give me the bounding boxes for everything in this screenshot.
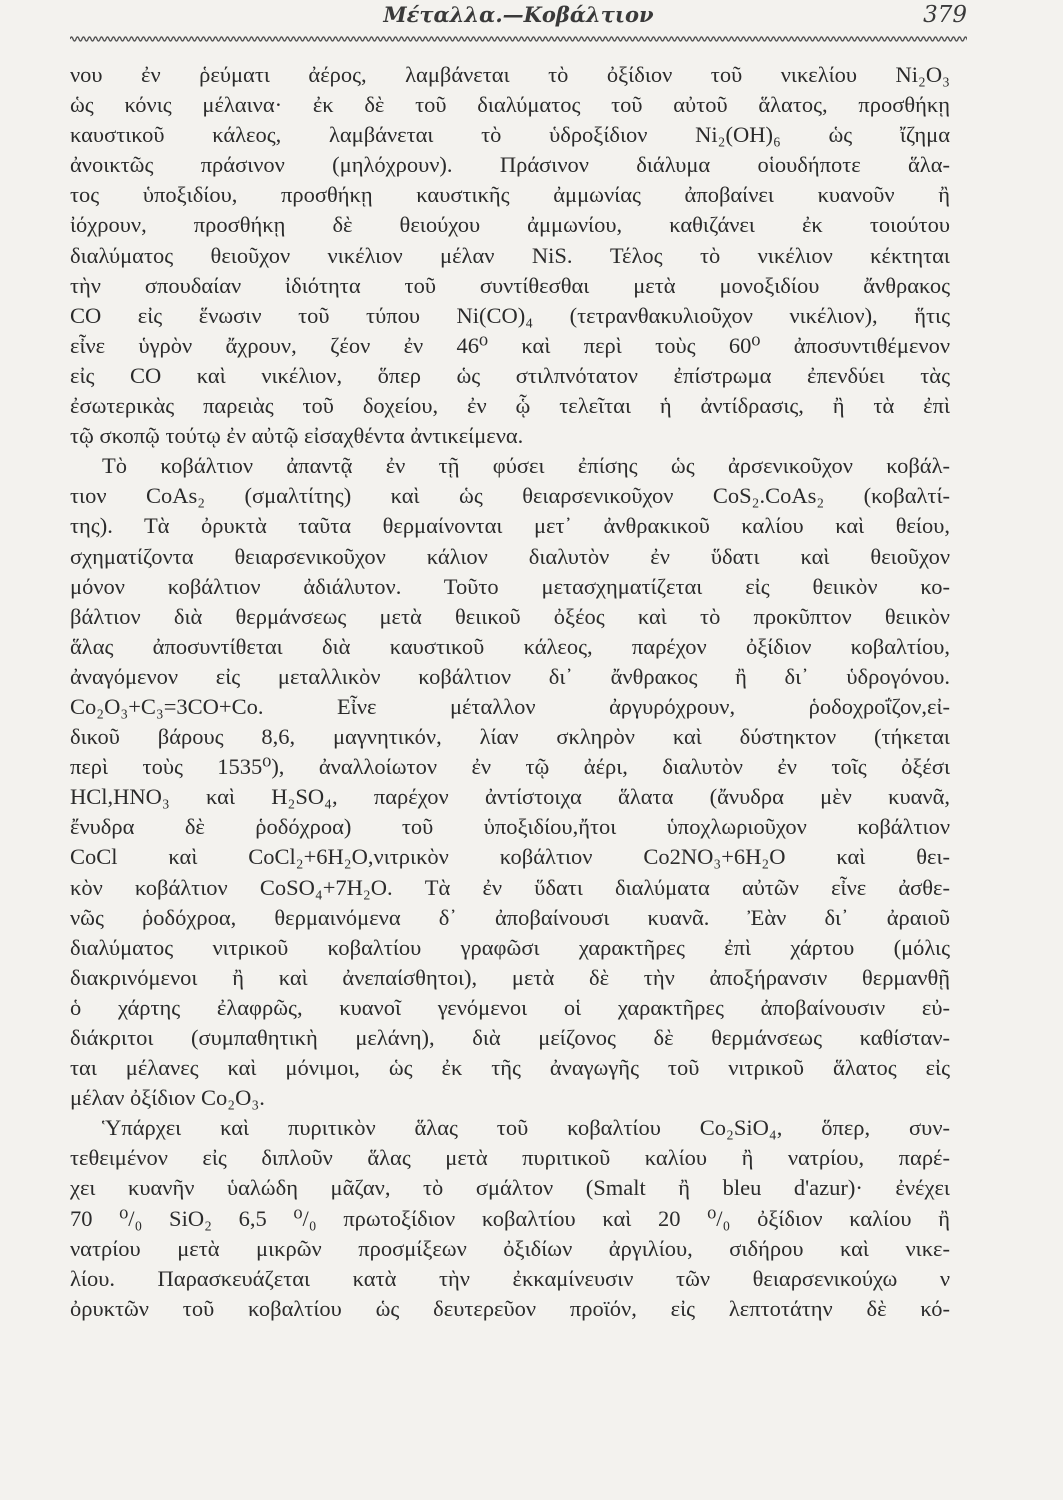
wavy-rule-ornament <box>70 34 967 44</box>
running-title: Μέταλλα.—Κοβάλτιον <box>383 2 654 27</box>
text-line: χει κυανῆν ὑαλώδη μᾶζαν, τὸ σμάλτον (Smalt ἢ bleu d'azur)· ἐνέχει <box>70 1175 950 1201</box>
text-line: ἰόχρουν, προσθήκῃ δὲ θειούχου ἀμμωνίου, καθιζάνει ἐκ τοιούτου <box>70 212 950 238</box>
text-line: νῶς ῥοδόχροα, θερμαινόμενα δ᾽ ἀποβαίνουσι κυανᾶ. Ἐὰν δι᾽ ἀραιοῦ <box>70 904 950 930</box>
header-wavy-rule <box>70 34 967 44</box>
text-line: τῷ σκοπῷ τούτῳ ἐν αὐτῷ εἰσαχθέντα ἀντικείμενα. <box>70 423 524 449</box>
text-line: διακρινόμενοι ἢ καὶ ἀνεπαίσθητοι), μετὰ δὲ τὴν ἀποξήρανσιν θερμανθῇ <box>70 964 950 990</box>
text-line: Co₂O₃+C₃=3CO+Co. Εἶνε μέταλλον ἀργυρόχρουν, ῥοδοχροΐζον,εἰ- <box>70 693 950 719</box>
body-text <box>70 60 950 1324</box>
text-line: τεθειμένον εἰς διπλοῦν ἅλας μετὰ πυριτικοῦ καλίου ἢ νατρίου, παρέ- <box>70 1145 950 1171</box>
text-line: μέλαν ὀξίδιον Co₂O₃. <box>70 1085 265 1111</box>
text-line: CO εἰς ἕνωσιν τοῦ τύπου Ni(CO)₄ (τετρανθακυλιοῦχον νικέλιον), ἥτις <box>70 302 950 328</box>
text-line: ἔνυδρα δὲ ῥοδόχροα) τοῦ ὑποξιδίου,ἤτοι ὑποχλωριοῦχον κοβάλτιον <box>70 814 950 840</box>
text-line: ὀρυκτῶν τοῦ κοβαλτίου ὡς δευτερεῦον προϊόν, εἰς λεπτοτάτην δὲ κό- <box>70 1295 950 1321</box>
text-line: εἶνε ὑγρὸν ἄχρουν, ζέον ἐν 46⁰ καὶ περὶ τοὺς 60⁰ ἀποσυντιθέμενον <box>70 332 950 358</box>
text-line: διαλύματος θειοῦχον νικέλιον μέλαν NiS. Τέλος τὸ νικέλιον κέκτηται <box>70 242 950 268</box>
text-line: 70 ⁰/₀ SiO₂ 6,5 ⁰/₀ πρωτοξίδιον κοβαλτίου καὶ 20 ⁰/₀ ὀξίδιον καλίου ἢ <box>70 1205 950 1231</box>
text-line: περὶ τοὺς 1535⁰), ἀναλλοίωτον ἐν τῷ ἀέρι, διαλυτὸν ἐν τοῖς ὀξέσι <box>70 754 950 780</box>
text-line: HCl,HNO₃ καὶ H₂SO₄, παρέχον ἀντίστοιχα ἅλατα (ἄνυδρα μὲν κυανᾶ, <box>70 784 950 810</box>
text-line: διάκριτοι (συμπαθητικὴ μελάνη), διὰ μείζονος δὲ θερμάνσεως καθίσταν- <box>70 1025 950 1050</box>
text-line: τὴν σπουδαίαν ἰδιότητα τοῦ συντίθεσθαι μετὰ μονοξιδίου ἄνθρακος <box>70 272 950 298</box>
text-line: καυστικοῦ κάλεος, λαμβάνεται τὸ ὑδροξίδιον Ni₂(OH)₆ ὡς ἴζημα <box>70 122 950 148</box>
text-line: CoCl καὶ CoCl₂+6H₂O,νιτρικὸν κοβάλτιον Co2NO₃+6H₂O καὶ θει- <box>70 844 950 870</box>
text-line: λίου. Παρασκευάζεται κατὰ τὴν ἐκκαμίνευσιν τῶν θειαρσενικούχω ν <box>70 1265 950 1291</box>
text-line: βάλτιον διὰ θερμάνσεως μετὰ θειικοῦ ὀξέος καὶ τὸ προκῦπτον θειικὸν <box>70 603 950 629</box>
text-line: τος ὑποξιδίου, προσθήκῃ καυστικῆς ἀμμωνίας ἀποβαίνει κυανοῦν ἢ <box>70 182 950 208</box>
paragraph-start: Τὸ κοβάλτιον ἀπαντᾷ ἐν τῇ φύσει ἐπίσης ὡς ἀρσενικοῦχον κοβάλ- <box>102 453 950 479</box>
text-line: ὁ χάρτης ἐλαφρῶς, κυανοῖ γενόμενοι οἱ χαρακτῆρες ἀποβαίνουσιν εὐ- <box>70 994 950 1020</box>
text-line: ἐσωτερικὰς παρειὰς τοῦ δοχείου, ἐν ᾧ τελεῖται ἡ ἀντίδρασις, ἢ τὰ ἐπὶ <box>70 393 950 419</box>
text-line: ται μέλανες καὶ μόνιμοι, ὡς ἐκ τῆς ἀναγωγῆς τοῦ νιτρικοῦ ἅλατος εἰς <box>70 1055 950 1081</box>
text-line: ὡς κόνις μέλαινα· ἐκ δὲ τοῦ διαλύματος τοῦ αὐτοῦ ἅλατος, προσθήκῃ <box>70 92 950 118</box>
running-header <box>70 2 967 32</box>
text-line: τιον CoAs₂ (σμαλτίτης) καὶ ὡς θειαρσενικοῦχον CoS₂.CoAs₂ (κοβαλτί- <box>70 483 950 509</box>
paragraph-start: Ὑπάρχει καὶ πυριτικὸν ἅλας τοῦ κοβαλτίου Co₂SiO₄, ὅπερ, συν- <box>102 1115 950 1141</box>
page-number: 379 <box>923 2 967 28</box>
text-line: κὸν κοβάλτιον CoSO₄+7H₂O. Τὰ ἐν ὕδατι διαλύματα αὐτῶν εἶνε ἀσθε- <box>70 874 950 900</box>
text-line: εἰς CO καὶ νικέλιον, ὅπερ ὡς στιλπνότατον ἐπίστρωμα ἐπενδύει τὰς <box>70 362 950 388</box>
text-line: νου ἐν ῥεύματι ἀέρος, λαμβάνεται τὸ ὀξίδιον τοῦ νικελίου Ni₂O₃ <box>70 62 950 87</box>
text-line: της). Τὰ ὀρυκτὰ ταῦτα θερμαίνονται μετ᾽ ἀνθρακικοῦ καλίου καὶ θείου, <box>70 513 950 539</box>
text-line: ἀνοικτῶς πράσινον (μηλόχρουν). Πράσινον διάλυμα οἱουδήποτε ἅλα- <box>70 152 950 178</box>
text-line: ἀναγόμενον εἰς μεταλλικὸν κοβάλτιον δι᾽ ἄνθρακος ἢ δι᾽ ὑδρογόνου. <box>70 663 950 689</box>
text-line: ἅλας ἀποσυντίθεται διὰ καυστικοῦ κάλεος, παρέχον ὀξίδιον κοβαλτίου, <box>70 633 950 659</box>
text-line: μόνον κοβάλτιον ἀδιάλυτον. Τοῦτο μετασχηματίζεται εἰς θειικὸν κο- <box>70 573 950 599</box>
text-line: δικοῦ βάρους 8,6, μαγνητικόν, λίαν σκληρὸν καὶ δύστηκτον (τήκεται <box>70 724 950 750</box>
text-line: σχηματίζοντα θειαρσενικοῦχον κάλιον διαλυτὸν ἐν ὕδατι καὶ θειοῦχον <box>70 543 950 569</box>
text-line: νατρίου μετὰ μικρῶν προσμίξεων ὀξιδίων ἀργιλίου, σιδήρου καὶ νικε- <box>70 1235 950 1261</box>
text-line: διαλύματος νιτρικοῦ κοβαλτίου γραφῶσι χαρακτῆρες ἐπὶ χάρτου (μόλις <box>70 934 950 960</box>
